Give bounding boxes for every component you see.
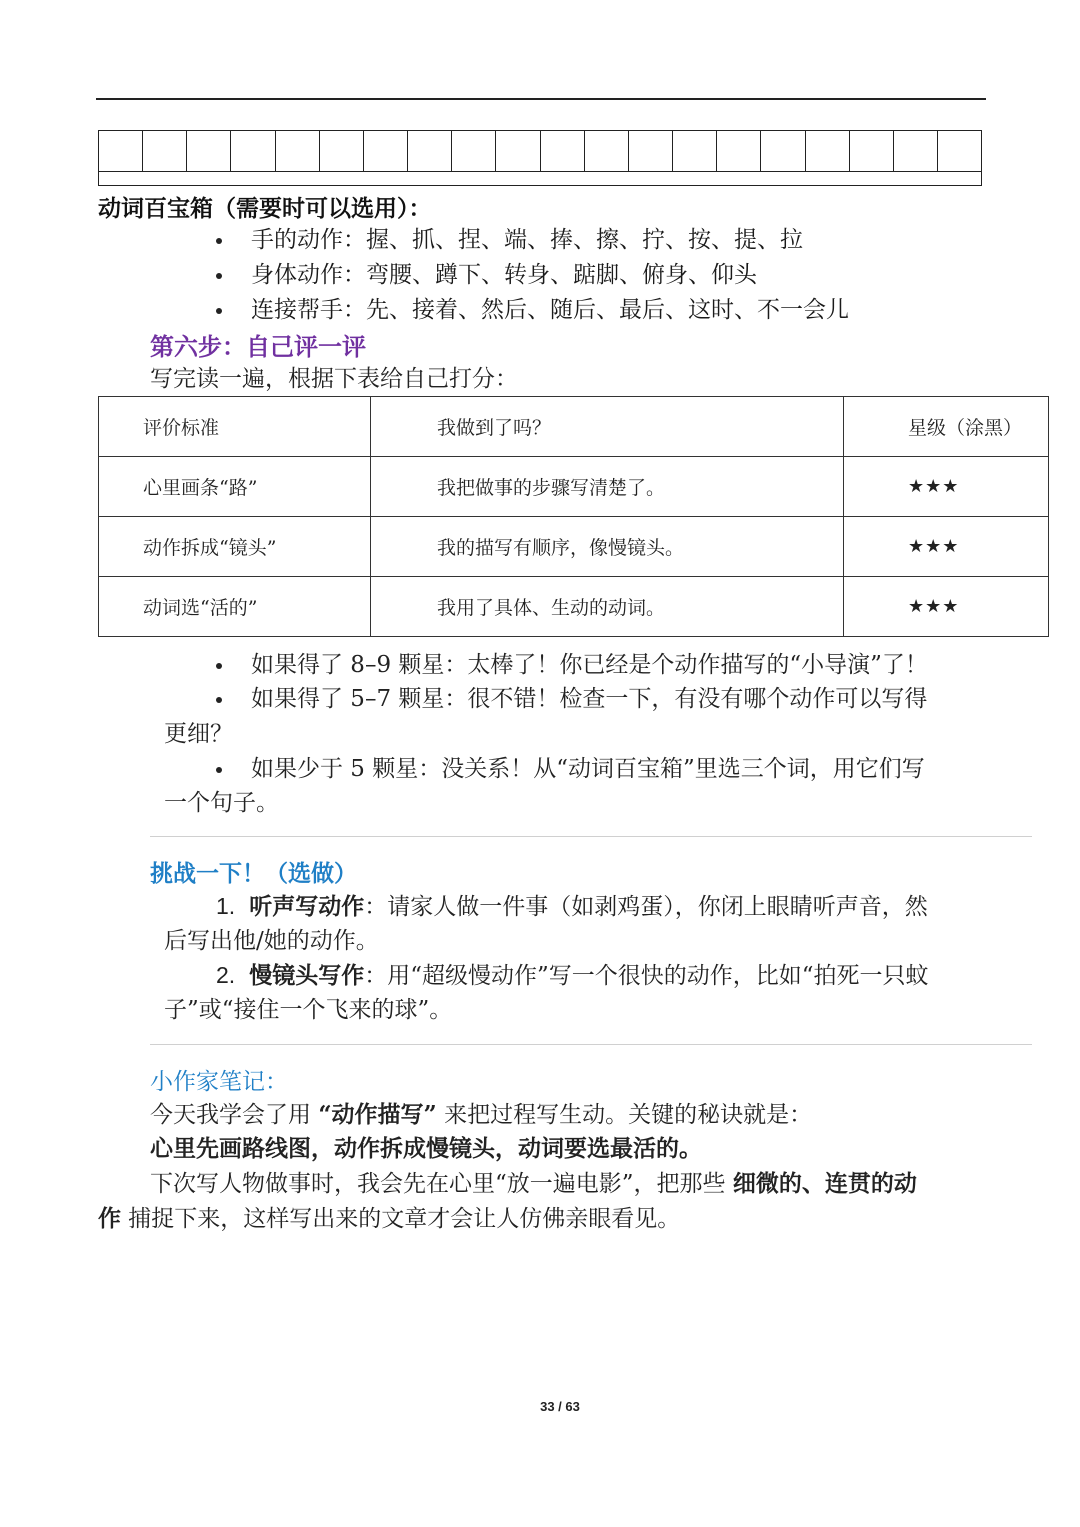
rating-table: [98, 396, 1049, 637]
grid-cell[interactable]: [806, 131, 850, 171]
grid-cell[interactable]: [717, 131, 761, 171]
grid-cell[interactable]: [320, 131, 364, 171]
scoring-line-2: 如果得了 5–7 颗星：很不错！检查一下，有没有哪个动作可以写得: [251, 682, 927, 717]
grid-cell[interactable]: [541, 131, 585, 171]
bullet-icon: [216, 767, 222, 773]
header-stars: 星级（涂黑）: [844, 397, 1049, 457]
bullet-icon: [216, 697, 222, 703]
grid-cell[interactable]: [761, 131, 805, 171]
step6-intro: 写完读一遍，根据下表给自己打分：: [150, 366, 518, 392]
table-row: [99, 577, 1049, 637]
list-item: 身体动作：弯腰、蹲下、转身、踮脚、俯身、仰头: [251, 258, 849, 293]
grid-cell[interactable]: [187, 131, 231, 171]
bullet-icon: [216, 273, 222, 279]
scoring-line-2-cont: 更细？: [164, 721, 233, 747]
grid-cell[interactable]: [850, 131, 894, 171]
header-check: 我做到了吗？: [371, 397, 844, 457]
grid-cell[interactable]: [894, 131, 938, 171]
page-number: 33 / 63: [540, 1399, 580, 1414]
notes-line-1: 今天我学会了用 “动作描写” 来把过程写生动。关键的秘诀就是：: [150, 1101, 813, 1128]
table-header-row: [99, 397, 1049, 457]
section-divider: [150, 1044, 1032, 1045]
criterion-cell: 心里画条“路”: [99, 457, 371, 517]
table-row: [99, 517, 1049, 577]
verb-list: [251, 223, 849, 328]
notes-line-4: 作 捕捉下来，这样写出来的文章才会让人仿佛亲眼看见。: [98, 1205, 681, 1232]
grid-cell[interactable]: [231, 131, 275, 171]
challenge-item-2-cont: 子”或“接住一个飞来的球”。: [164, 997, 453, 1023]
star-rating[interactable]: ★★★: [844, 457, 1049, 517]
criterion-cell: 动词选“活的”: [99, 577, 371, 637]
grid-cell[interactable]: [452, 131, 496, 171]
criterion-cell: 动作拆成“镜头”: [99, 517, 371, 577]
writing-grid-row: [99, 131, 981, 172]
notes-line-3: 下次写人物做事时，我会先在心里“放一遍电影”，把那些 细微的、连贯的动: [150, 1170, 917, 1197]
grid-cell[interactable]: [364, 131, 408, 171]
grid-cell[interactable]: [629, 131, 673, 171]
check-cell: 我把做事的步骤写清楚了。: [371, 457, 844, 517]
grid-cell[interactable]: [276, 131, 320, 171]
scoring-line-3: 如果少于 5 颗星：没关系！从“动词百宝箱”里选三个词，用它们写: [251, 752, 925, 787]
star-rating[interactable]: ★★★: [844, 577, 1049, 637]
scoring-line-1: 如果得了 8–9 颗星：太棒了！你已经是个动作描写的“小导演”了！: [251, 648, 928, 683]
notes-line-2: 心里先画路线图，动作拆成慢镜头，动词要选最活的。: [150, 1135, 702, 1162]
star-rating[interactable]: ★★★: [844, 517, 1049, 577]
grid-cell[interactable]: [496, 131, 540, 171]
challenge-item-2: 2. 慢镜头写作：用“超级慢动作”写一个很快的动作，比如“拍死一只蚊: [216, 962, 929, 989]
bullet-icon: [216, 238, 222, 244]
grid-cell[interactable]: [99, 131, 143, 171]
bullet-icon: [216, 663, 222, 669]
writing-grid: [98, 130, 982, 186]
check-cell: 我的描写有顺序，像慢镜头。: [371, 517, 844, 577]
list-item: 连接帮手：先、接着、然后、随后、最后、这时、不一会儿: [251, 293, 849, 328]
table-row: [99, 457, 1049, 517]
check-cell: 我用了具体、生动的动词。: [371, 577, 844, 637]
header-rule: [96, 98, 986, 100]
bullet-icon: [216, 308, 222, 314]
scoring-line-3-cont: 一个句子。: [164, 790, 279, 816]
grid-cell[interactable]: [673, 131, 717, 171]
verb-box-title: 动词百宝箱（需要时可以选用）：: [98, 195, 432, 222]
notes-heading: 小作家笔记：: [150, 1069, 288, 1095]
challenge-item-1-cont: 后写出他/她的动作。: [164, 928, 379, 954]
grid-cell[interactable]: [143, 131, 187, 171]
section-divider: [150, 836, 1032, 837]
challenge-heading: 挑战一下！（选做）: [150, 860, 357, 887]
grid-cell[interactable]: [408, 131, 452, 171]
grid-cell[interactable]: [585, 131, 629, 171]
list-item: 手的动作：握、抓、捏、端、捧、擦、拧、按、提、拉: [251, 223, 849, 258]
grid-cell[interactable]: [938, 131, 981, 171]
challenge-item-1: 1. 听声写动作：请家人做一件事（如剥鸡蛋），你闭上眼睛听声音，然: [216, 893, 928, 920]
step6-heading: 第六步：自己评一评: [150, 332, 366, 361]
header-criterion: 评价标准: [99, 397, 371, 457]
